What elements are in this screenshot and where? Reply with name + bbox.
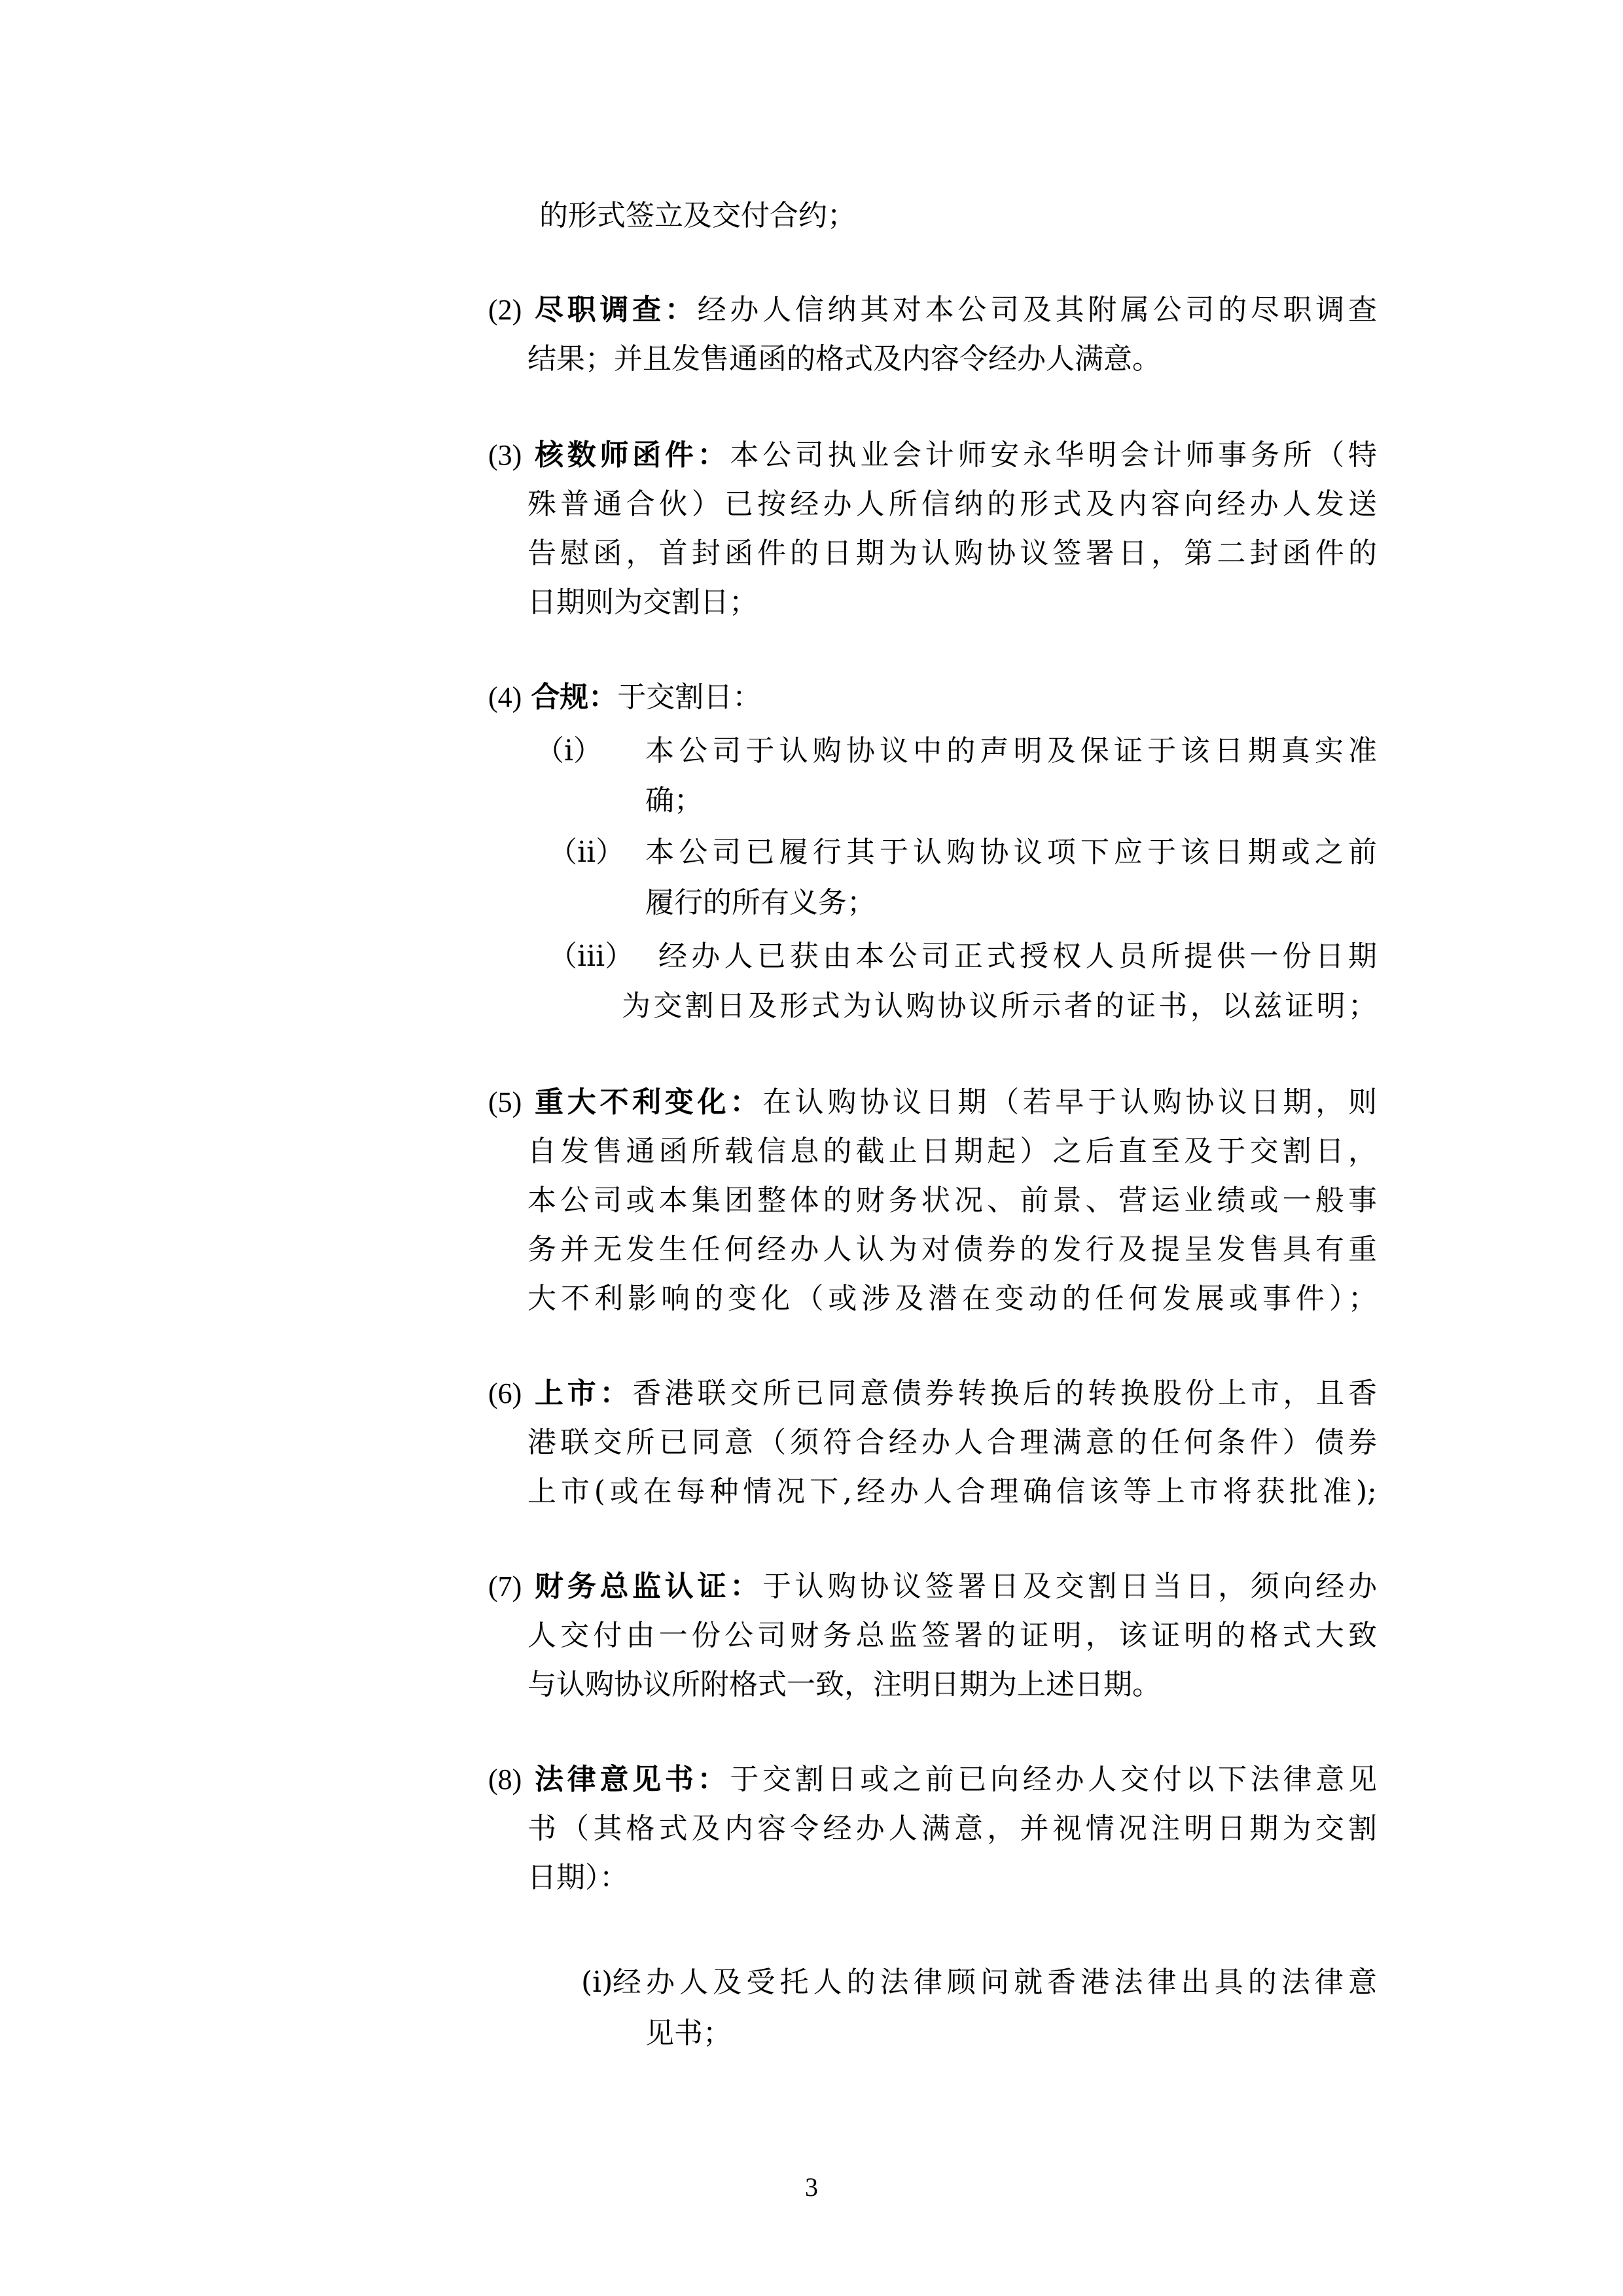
item-4-sub-i-line-2: 确； — [645, 784, 703, 817]
item-6-line-3: 上市(或在每种情况下,经办人合理确信该等上市将获批准); — [527, 1475, 1377, 1508]
item-5-line-2: 自发售通函所载信息的截止日期起）之后直至及于交割日， — [527, 1135, 1377, 1168]
item-6-title: 上市： — [535, 1377, 633, 1410]
item-4-sub-ii-line-1: 本公司已履行其于认购协议项下应于该日期或之前 — [645, 836, 1377, 869]
intro-tail: 的形式签立及交付合约； — [539, 199, 856, 232]
page-number: 3 — [805, 2172, 818, 2202]
item-6-line-1: (6) 上市：香港联交所已同意债券转换后的转换股份上市，且香 — [488, 1377, 1377, 1410]
item-4-sub-iii-marker: （iii） — [548, 940, 634, 973]
item-8-line-3: 日期）： — [527, 1861, 628, 1894]
item-2-title: 尽职调查： — [535, 293, 698, 327]
item-4-sub-iii-line-2: 为交割日及形式为认购协议所示者的证书，以兹证明； — [622, 989, 1377, 1023]
item-2-line-2: 结果；并且发售通函的格式及内容令经办人满意。 — [527, 342, 1161, 376]
item-8-sub-i-marker: (i) — [581, 1966, 613, 1999]
item-4-sub-iii-line-1: 经办人已获由本公司正式授权人员所提供一份日期 — [658, 940, 1377, 973]
item-3-line-1: (3) 核数师函件：本公司执业会计师安永华明会计师事务所（特 — [488, 438, 1377, 472]
item-4-sub-i-line-1: 本公司于认购协议中的声明及保证于该日期真实准 — [645, 734, 1377, 768]
item-4-line-1: (4) 合规：于交割日： — [488, 680, 762, 714]
item-8-line-2: 书（其格式及内容令经办人满意，并视情况注明日期为交割 — [527, 1812, 1377, 1845]
item-3-title: 核数师函件： — [535, 438, 730, 472]
item-7-title: 财务总监认证： — [535, 1570, 763, 1603]
item-3-line-3: 告慰函，首封函件的日期为认购协议签署日，第二封函件的 — [527, 537, 1377, 570]
item-8-line-1: (8) 法律意见书：于交割日或之前已向经办人交付以下法律意见 — [488, 1763, 1377, 1796]
item-2-line-1: (2) 尽职调查：经办人信纳其对本公司及其附属公司的尽职调查 — [488, 293, 1377, 327]
item-3-line-2: 殊普通合伙）已按经办人所信纳的形式及内容向经办人发送 — [527, 487, 1377, 521]
item-4-sub-ii-marker: （ii） — [548, 836, 625, 869]
item-7-line-3: 与认购协议所附格式一致，注明日期为上述日期。 — [527, 1668, 1161, 1701]
item-8-title: 法律意见书： — [535, 1763, 730, 1796]
item-5-line-5: 大不利影响的变化（或涉及潜在变动的任何发展或事件）； — [527, 1282, 1377, 1315]
item-4-sub-ii-line-2: 履行的所有义务； — [645, 886, 876, 919]
item-8-sub-i-line-2: 见书； — [645, 2017, 732, 2050]
item-5-line-4: 务并无发生任何经办人认为对债券的发行及提呈发售具有重 — [527, 1233, 1377, 1266]
item-5-line-3: 本公司或本集团整体的财务状况、前景、营运业绩或一般事 — [527, 1184, 1377, 1217]
item-5-title: 重大不利变化： — [535, 1086, 763, 1119]
item-4-sub-i-marker: （i） — [535, 734, 603, 768]
item-3-line-4: 日期则为交割日； — [527, 586, 758, 619]
item-7-line-2: 人交付由一份公司财务总监签署的证明，该证明的格式大致 — [527, 1619, 1377, 1652]
item-8-sub-i-line-1: 经办人及受托人的法律顾问就香港法律出具的法律意 — [613, 1966, 1377, 1999]
item-5-line-1: (5) 重大不利变化：在认购协议日期（若早于认购协议日期，则 — [488, 1086, 1377, 1119]
item-4-title: 合规： — [531, 680, 618, 714]
item-6-line-2: 港联交所已同意（须符合经办人合理满意的任何条件）债券 — [527, 1426, 1377, 1459]
item-7-line-1: (7) 财务总监认证：于认购协议签署日及交割日当日，须向经办 — [488, 1570, 1377, 1603]
